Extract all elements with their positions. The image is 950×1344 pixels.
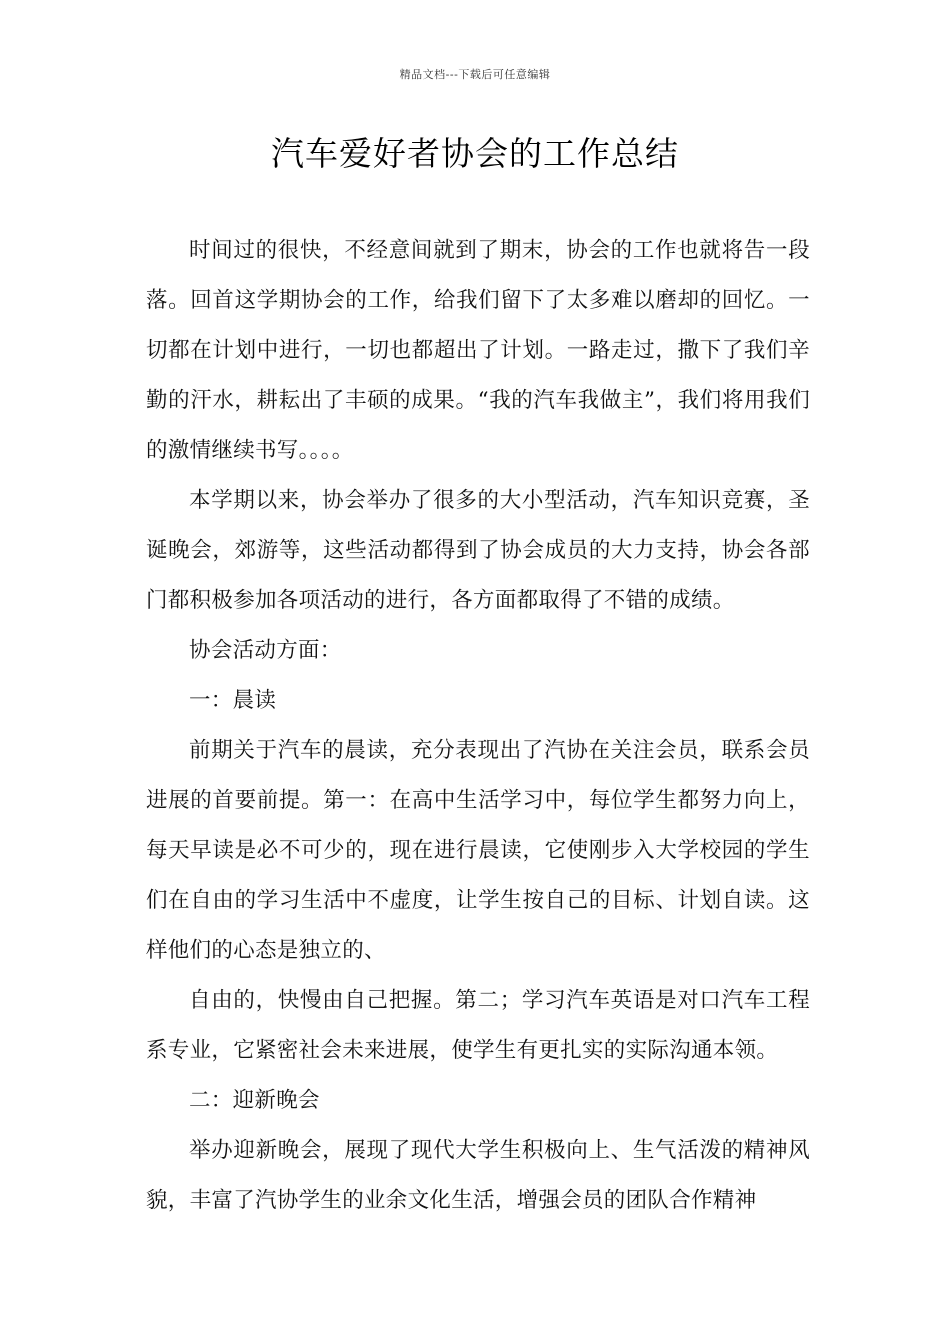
document-body	[146, 226, 810, 1226]
paragraph-morning-reading-continued: 自由的，快慢由自己把握。第二；学习汽车英语是对口汽车工程系专业，它紧密社会未来进展，使学生有更扎实的实际沟通本领。	[146, 988, 810, 1063]
paragraph-activities-heading: 协会活动方面：	[189, 638, 342, 663]
document-title: 汽车爱好者协会的工作总结	[271, 134, 679, 173]
paragraph-morning-reading: 前期关于汽车的晨读，充分表现出了汽协在关注会员，联系会员进展的首要前提。第一：在高中生活学习中，每位学生都努力向上，每天早读是必不可少的，现在进行晨读，它使刚步入大学校园的学生们在自由的学习生活中不虚度，让学生按自己的目标、计划自读。这样他们的心态是独立的、	[146, 738, 810, 963]
paragraph-activities-summary: 本学期以来，协会举办了很多的大小型活动，汽车知识竞赛，圣诞晚会，郊游等，这些活动都得到了协会成员的大力支持，协会各部门都积极参加各项活动的进行，各方面都取得了不错的成绩。	[146, 488, 810, 613]
paragraph-intro: 时间过的很快，不经意间就到了期末，协会的工作也就将告一段落。回首这学期协会的工作，给我们留下了太多难以磨却的回忆。一切都在计划中进行，一切也都超出了计划。一路走过，撒下了我们辛勤的汗水，耕耘出了丰硕的成果。“我的汽车我做主”，我们将用我们的激情继续书写。。。。	[146, 238, 810, 463]
section-heading-morning-reading: 一：晨读	[189, 688, 277, 713]
header-note: 精品文档---下载后可任意编辑	[399, 68, 551, 81]
paragraph-welcome-party: 举办迎新晚会，展现了现代大学生积极向上、生气活泼的精神风貌，丰富了汽协学生的业余文化生活，增强会员的团队合作精神	[146, 1138, 810, 1213]
section-heading-welcome-party: 二：迎新晚会	[189, 1088, 320, 1113]
